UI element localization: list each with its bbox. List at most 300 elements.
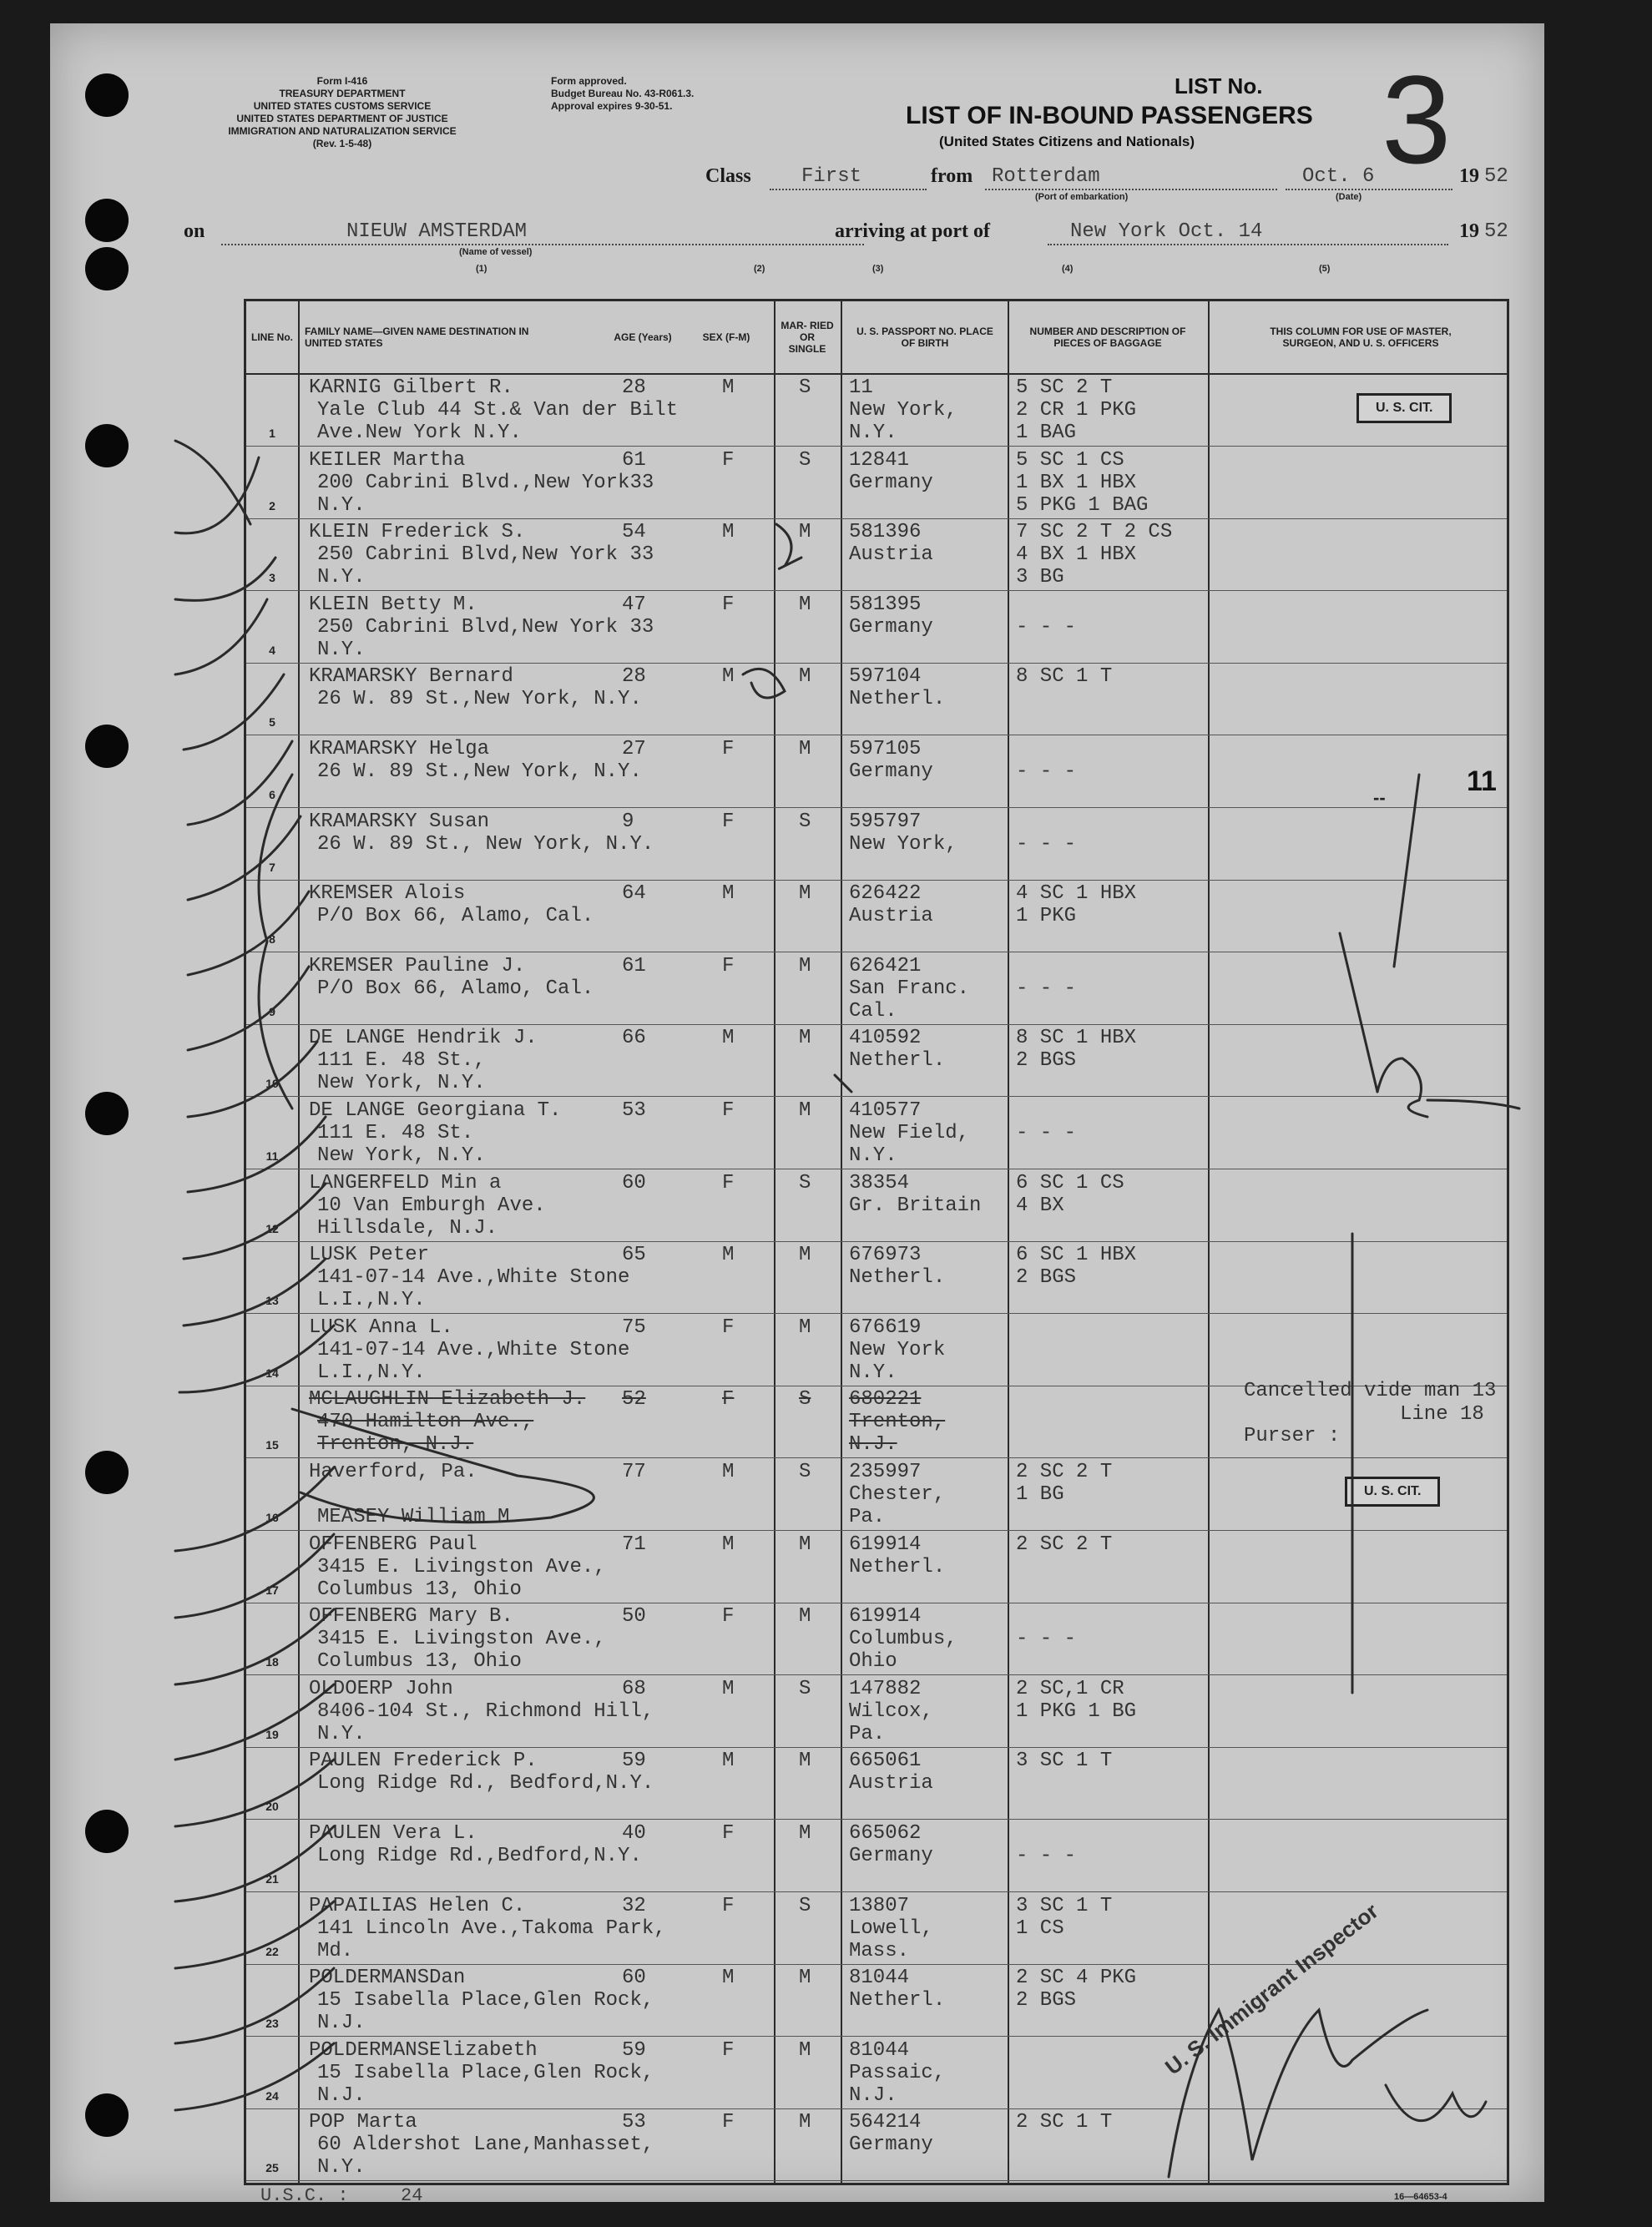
cell-p1: 676619 bbox=[849, 1315, 922, 1339]
col-header-married: MAR- RIED OR SINGLE bbox=[781, 320, 834, 355]
cell-p1: 665062 bbox=[849, 1822, 922, 1845]
list-no-label: LIST No. bbox=[1175, 73, 1263, 98]
cell-p3: Ohio bbox=[849, 1650, 897, 1674]
table-row bbox=[246, 2109, 1507, 2181]
cell-p1: 410577 bbox=[849, 1099, 922, 1122]
cell-a: 66 bbox=[622, 1027, 646, 1050]
cell-s: F bbox=[722, 1171, 735, 1194]
cell-m: M bbox=[799, 954, 811, 977]
cell-n3: New York, N.Y. bbox=[317, 1072, 486, 1095]
cell-n2: 470 Hamilton Ave., bbox=[317, 1411, 534, 1434]
cell-p1: 595797 bbox=[849, 810, 922, 833]
cell-n2: 141-07-14 Ave.,White Stone bbox=[317, 1338, 630, 1361]
dash-mark: -- bbox=[1373, 787, 1386, 808]
cell-n3: Hillsdale, N.J. bbox=[317, 1216, 498, 1240]
cell-p2: Germany bbox=[849, 471, 933, 494]
cell-s: F bbox=[722, 1605, 735, 1629]
cell-b2: 1 CS bbox=[1016, 1916, 1064, 1940]
table-row bbox=[246, 1676, 1507, 1748]
cell-p2: Germany bbox=[849, 760, 933, 783]
cell-a: 47 bbox=[622, 593, 646, 616]
cell-p1: 626422 bbox=[849, 882, 922, 906]
cell-a: 53 bbox=[622, 2111, 646, 2134]
cell-n3: N.J. bbox=[317, 2083, 366, 2107]
cell-n2: 26 W. 89 St., New York, N.Y. bbox=[317, 832, 654, 856]
table-row bbox=[246, 519, 1507, 591]
cell-n2: 250 Cabrini Blvd,New York 33 bbox=[317, 543, 654, 567]
table-row bbox=[246, 1965, 1507, 2037]
table-row bbox=[246, 375, 1507, 447]
cell-p1: 680221 bbox=[849, 1388, 922, 1411]
cell-n3: MEASEY William M bbox=[317, 1506, 510, 1528]
cell-b2: 2 BGS bbox=[1016, 1049, 1077, 1073]
cell-m: M bbox=[799, 1027, 811, 1050]
cell-b2: - - - bbox=[1016, 1845, 1077, 1867]
manifest-page: Form I-416 TREASURY DEPARTMENT UNITED STATES CUSTOMS SERVICE UNITED STATES DEPARTMENT OF JUSTICE IMMIGRATION AND NATURALIZATION SERVICE (Rev. 1-5-48) Form approved. Budget Bureau No. 43-R061.3. Approval expires 9-30-51. LIST OF IN-BOUND PASSENGERS (United States Citizens and Nationals) LIST No. 3 Class First from Rotterdam (Port of embarkation) Oct. 6 (Date) 19 52 on NIEUW AMSTERDAM (Name of vessel) arriving at port of New York Oct. 14 19 52 (1) (2) (3) (4) (5) LINE No. FAMILY NAME—GIVEN NAME DESTINATION IN UNITED STATES AGE (Years) SEX (F-M) MAR- RIED OR SINGLE U. S. PASSPORT NO. PLACE OF BIRTH NUMBER AND DESCRIPTION OF PIECES OF BAGGAGE THIS COLUMN FOR USE OF MASTER, SURGEON, AND U. S. OFFICERS 1 KARNIG Gilbert R. 28 M S Yale Club 44 St.& Van der Bilt Ave.New York N.Y. 11 New York, N.Y. 5 SC 2 T 2 CR 1 PKG 1 BAG 2 KEILER Martha 61 F S 200 Cabrini Blvd.,New York33 N.Y. 12841 Germany 5 SC 1 CS 1 BX 1 HBX 5 PKG 1 BAG 3 KLEIN Frederick S. 54 M M 250 Cabrini Blvd,New York 33 N.Y. 581396 Austria 7 SC 2 T 2 CS 4 BX 1 HBX 3 BG 4 KLEIN Betty M. 47 F M 250 Cabrini Blvd,New York 33 N.Y. 581395 Germany - - - 5 KRAMARSKY Bernard 28 M M 26 W. 89 St.,New York, N.Y. 597104 Netherl. 8 SC 1 T 6 KRAMARSKY Helga 27 F M 26 W. 89 St.,New York, N.Y. 597105 Germany - - - 7 KRAMARSKY Susan 9 F S 26 W. 89 St., New York, N.Y. 595797 New York, - - - 8 KREMSER Alois 64 M M P/O Box 66, Alamo, Cal. 626422 Austria 4 SC 1 HBX 1 PKG 9 KREMSER Pauline J. 61 F M P/O Box 66, Alamo, Cal. 626421 San Franc. Cal. - - - 10 DE LANGE Hendrik J. 66 M M 111 E. 48 St., New York, N.Y. 410592 Netherl. 8 SC 1 HBX 2 BGS 11 DE LANGE Georgiana T. 53 F M 111 E. 48 St. New York, N.Y. 410577 New Field, N.Y. - - - 12 LANGERFELD Min a 60 F S 10 Van Emburgh Ave. Hillsdale, N.J. 38354 Gr. Britain 6 SC 1 CS 4 BX 13 LUSK Peter 65 M M 141-07-14 Ave.,White Stone L.I.,N.Y. 676973 Netherl. 6 SC 1 HBX 2 BGS 14 LUSK Anna L. 75 F M 141-07-14 Ave.,White Stone L.I.,N.Y. 676619 New York N.Y. 15 MCLAUGHLIN Elizabeth J. 52 F S 470 Hamilton Ave., Trenton, N.J. 680221 Trenton, N.J. 16 Haverford, Pa. 77 M S MEASEY William M 235997 Chester, Pa. 2 SC 2 T 1 BG 17 OFFENBERG Paul 71 M M 3415 E. Livingston Ave., Columbus 13, Ohio 619914 Netherl. 2 SC 2 T 18 OFFENBERG Mary B. 50 F M 3415 E. Livingston Ave., Columbus 13, Ohio 619914 Columbus, Ohio - - - 19 OLDOERP John 68 M S 8406-104 St., Richmond Hill, N.Y. 147882 Wilcox, Pa. 2 SC,1 CR 1 PKG 1 BG 20 PAULEN Frederick P. 59 M M Long Ridge Rd., Bedford,N.Y. 665061 Austria 3 SC 1 T 21 PAULEN Vera L. 40 F M Long Ridge Rd.,Bedford,N.Y. 665062 Germany - - - 22 PAPAILIAS Helen C. 32 F S 141 Lincoln Ave.,Takoma Park, Md. 13807 Lowell, Mass. 3 SC 1 T 1 CS 23 POLDERMANSDan 60 M M 15 Isabella Place,Glen Rock, N.J. 81044 Netherl. 2 SC 4 PKG 2 BGS 24 POLDERMANSElizabeth 59 F M 15 Isabella Place,Glen Rock, N.J. 81044 Passaic, N.J. 25 POP Marta 53 F M 60 Aldershot Lane,Manhasset, N.Y. 564214 Germany 2 SC 1 T U. S. CIT. -- 11 Cancelled vide man 13 Line 18 Purser : U. S. CIT. U.S.C. : 24 16—64653-4 U. S. Immigrant Inspector bbox=[50, 23, 1544, 2202]
arriving-port: New York Oct. 14 bbox=[1070, 220, 1263, 243]
col-header-sex: SEX (F-M) bbox=[702, 331, 750, 343]
cell-n1: OLDOERP John bbox=[309, 1677, 453, 1700]
col-header-line-no: LINE No. bbox=[251, 331, 293, 343]
cell-a: 75 bbox=[622, 1315, 646, 1339]
cell-p2: Chester, bbox=[849, 1483, 946, 1506]
cell-s: F bbox=[722, 1099, 735, 1122]
cell-p2: Austria bbox=[849, 905, 933, 928]
usc-label: U.S.C. : bbox=[260, 2185, 349, 2206]
binder-hole bbox=[85, 199, 129, 242]
cell-m: S bbox=[799, 1461, 811, 1483]
col-header-officers: THIS COLUMN FOR USE OF MASTER, SURGEON, AND U. S. OFFICERS bbox=[1270, 326, 1452, 349]
table-row bbox=[246, 1098, 1507, 1169]
binder-hole bbox=[85, 247, 129, 290]
cell-p3: Pa. bbox=[849, 1722, 886, 1745]
cell-a: 71 bbox=[622, 1533, 646, 1556]
cell-b2: - - - bbox=[1016, 977, 1077, 1000]
cell-n2: Long Ridge Rd.,Bedford,N.Y. bbox=[317, 1845, 642, 1867]
cell-m: M bbox=[799, 2038, 811, 2062]
line-number: 23 bbox=[265, 2017, 279, 2031]
binder-hole bbox=[85, 1451, 129, 1494]
cell-s: F bbox=[722, 810, 735, 833]
cell-p1: 13807 bbox=[849, 1894, 910, 1917]
cell-b1: 5 SC 1 CS bbox=[1016, 448, 1124, 472]
cell-n2: 200 Cabrini Blvd.,New York33 bbox=[317, 471, 654, 494]
cell-p2: New York, bbox=[849, 832, 957, 856]
usc-count: 24 bbox=[401, 2185, 423, 2206]
cell-n1: LUSK Peter bbox=[309, 1244, 430, 1267]
cell-n1: KREMSER Pauline J. bbox=[309, 954, 526, 977]
cell-p1: 12841 bbox=[849, 448, 910, 472]
table-row bbox=[246, 881, 1507, 952]
cell-s: M bbox=[722, 882, 735, 906]
cell-n2: 3415 E. Livingston Ave., bbox=[317, 1555, 606, 1578]
table-row bbox=[246, 592, 1507, 664]
cell-p2: New York, bbox=[849, 399, 957, 422]
cell-s: M bbox=[722, 665, 735, 689]
table-row bbox=[246, 736, 1507, 808]
cell-s: F bbox=[722, 1894, 735, 1917]
cell-p2: Germany bbox=[849, 615, 933, 639]
cell-p3: Mass. bbox=[849, 1939, 910, 1962]
cell-n1: PAULEN Frederick P. bbox=[309, 1750, 538, 1773]
dept-ins: IMMIGRATION AND NATURALIZATION SERVICE bbox=[228, 125, 457, 137]
cell-n2: 250 Cabrini Blvd,New York 33 bbox=[317, 615, 654, 639]
cell-b3: 5 PKG 1 BAG bbox=[1016, 493, 1149, 517]
cell-n2: P/O Box 66, Alamo, Cal. bbox=[317, 977, 594, 1000]
cell-p2: Netherl. bbox=[849, 1266, 946, 1290]
cell-p2: Netherl. bbox=[849, 1049, 946, 1073]
cell-b1: 2 SC 1 T bbox=[1016, 2111, 1113, 2134]
cell-p2: Gr. Britain bbox=[849, 1194, 982, 1217]
cell-n2: 8406-104 St., Richmond Hill, bbox=[317, 1699, 654, 1723]
cell-m: S bbox=[799, 1388, 811, 1411]
binder-hole bbox=[85, 1092, 129, 1135]
cell-b2: 1 BG bbox=[1016, 1483, 1064, 1506]
cell-a: 28 bbox=[622, 665, 646, 689]
page-count-mark: 11 bbox=[1467, 765, 1497, 797]
cell-a: 9 bbox=[622, 810, 634, 833]
table-row bbox=[246, 664, 1507, 735]
cell-p2: San Franc. bbox=[849, 977, 970, 1000]
cell-n1: Haverford, Pa. bbox=[309, 1461, 477, 1483]
cell-a: 64 bbox=[622, 882, 646, 906]
cell-s: F bbox=[722, 1315, 735, 1339]
cell-p3: Pa. bbox=[849, 1506, 886, 1528]
cell-m: S bbox=[799, 448, 811, 472]
table-row bbox=[246, 1820, 1507, 1892]
class-label: Class bbox=[705, 165, 751, 187]
cell-p2: Netherl. bbox=[849, 1989, 946, 2012]
cell-s: M bbox=[722, 1533, 735, 1556]
cell-s: M bbox=[722, 1461, 735, 1483]
cell-p1: 619914 bbox=[849, 1605, 922, 1629]
cell-n2: 111 E. 48 St., bbox=[317, 1049, 486, 1073]
cell-n1: MCLAUGHLIN Elizabeth J. bbox=[309, 1388, 586, 1411]
cell-n2: Yale Club 44 St.& Van der Bilt bbox=[317, 399, 679, 422]
cell-b2: - - - bbox=[1016, 760, 1077, 783]
cell-s: M bbox=[722, 376, 735, 399]
cell-s: F bbox=[722, 2111, 735, 2134]
cell-p1: 11 bbox=[849, 376, 873, 399]
cell-n3: Md. bbox=[317, 1939, 354, 1962]
passenger-table bbox=[244, 299, 1509, 2185]
cell-b2: 2 CR 1 PKG bbox=[1016, 399, 1137, 422]
cell-m: M bbox=[799, 1533, 811, 1556]
cell-b1: 2 SC 4 PKG bbox=[1016, 1967, 1137, 1990]
cell-b1: 7 SC 2 T 2 CS bbox=[1016, 521, 1173, 544]
cell-p1: 81044 bbox=[849, 1967, 910, 1990]
table-row bbox=[246, 447, 1507, 519]
cell-b2: 4 BX 1 HBX bbox=[1016, 543, 1137, 567]
cell-p3: N.J. bbox=[849, 2083, 897, 2107]
line-number: 16 bbox=[265, 1511, 279, 1524]
binder-hole bbox=[85, 424, 129, 467]
cell-n1: PAULEN Vera L. bbox=[309, 1822, 477, 1845]
line-number: 22 bbox=[265, 1944, 279, 1958]
page-subtitle: (United States Citizens and Nationals) bbox=[939, 134, 1195, 149]
line-number: 15 bbox=[265, 1438, 279, 1452]
cell-a: 68 bbox=[622, 1677, 646, 1700]
cell-s: M bbox=[722, 1750, 735, 1773]
cell-b3: 1 BAG bbox=[1016, 422, 1077, 444]
line-number: 1 bbox=[269, 427, 275, 440]
cell-n1: OFFENBERG Mary B. bbox=[309, 1605, 513, 1629]
cell-p2: Columbus, bbox=[849, 1628, 957, 1651]
line-number: 12 bbox=[265, 1221, 279, 1235]
cell-n2: 15 Isabella Place,Glen Rock, bbox=[317, 1989, 654, 2012]
cell-n2: 141-07-14 Ave.,White Stone bbox=[317, 1266, 630, 1290]
cell-n1: OFFENBERG Paul bbox=[309, 1533, 477, 1556]
line-number: 11 bbox=[265, 1149, 279, 1163]
line-number: 9 bbox=[269, 1004, 275, 1018]
cell-n2: 111 E. 48 St. bbox=[317, 1122, 474, 1144]
year-value: 52 bbox=[1484, 165, 1508, 188]
cell-a: 32 bbox=[622, 1894, 646, 1917]
cell-n2: 26 W. 89 St.,New York, N.Y. bbox=[317, 688, 642, 711]
cell-n3: N.J. bbox=[317, 2012, 366, 2035]
cell-p1: 147882 bbox=[849, 1677, 922, 1700]
cell-m: M bbox=[799, 738, 811, 760]
line-number: 21 bbox=[265, 1872, 279, 1886]
list-number: 3 bbox=[1382, 49, 1452, 189]
cell-b2: - - - bbox=[1016, 615, 1077, 639]
cell-p2: Wilcox, bbox=[849, 1699, 933, 1723]
cell-n1: KRAMARSKY Susan bbox=[309, 810, 490, 833]
cancelled-line-note: Line 18 bbox=[1400, 1403, 1484, 1426]
cell-n3: N.Y. bbox=[317, 1722, 366, 1745]
cell-n1: KRAMARSKY Bernard bbox=[309, 665, 513, 689]
cell-n1: KLEIN Frederick S. bbox=[309, 521, 526, 544]
cell-s: F bbox=[722, 1388, 735, 1411]
line-number: 13 bbox=[265, 1294, 279, 1308]
cell-a: 50 bbox=[622, 1605, 646, 1629]
page-title: LIST OF IN-BOUND PASSENGERS bbox=[906, 102, 1313, 129]
cell-n2: 60 Aldershot Lane,Manhasset, bbox=[317, 2134, 654, 2157]
cell-b3: 3 BG bbox=[1016, 566, 1064, 589]
cell-n1: LANGERFELD Min a bbox=[309, 1171, 502, 1194]
cell-m: M bbox=[799, 882, 811, 906]
cell-p3: N.Y. bbox=[849, 422, 897, 444]
table-row bbox=[246, 953, 1507, 1025]
table-row bbox=[246, 809, 1507, 881]
us-citizen-stamp: U. S. CIT. bbox=[1345, 1477, 1440, 1507]
cell-n1: KLEIN Betty M. bbox=[309, 593, 477, 616]
cell-m: M bbox=[799, 1315, 811, 1339]
cell-p2: Passaic, bbox=[849, 2061, 946, 2084]
cell-p1: 38354 bbox=[849, 1171, 910, 1194]
cell-m: M bbox=[799, 1967, 811, 1990]
line-number: 25 bbox=[265, 2161, 279, 2175]
table-row bbox=[246, 1603, 1507, 1675]
vessel-name: NIEUW AMSTERDAM bbox=[346, 220, 528, 243]
binder-hole bbox=[85, 1810, 129, 1853]
cell-a: 60 bbox=[622, 1171, 646, 1194]
table-row bbox=[246, 1170, 1507, 1242]
cell-n1: POLDERMANSElizabeth bbox=[309, 2038, 538, 2062]
table-row bbox=[246, 1025, 1507, 1097]
cell-m: M bbox=[799, 2111, 811, 2134]
cell-n1: KRAMARSKY Helga bbox=[309, 738, 490, 760]
cell-n1: LUSK Anna L. bbox=[309, 1315, 453, 1339]
cell-m: S bbox=[799, 1894, 811, 1917]
from-label: from bbox=[931, 165, 973, 187]
cell-s: F bbox=[722, 448, 735, 472]
cell-b2: - - - bbox=[1016, 832, 1077, 856]
line-number: 17 bbox=[265, 1583, 279, 1597]
binder-hole bbox=[85, 2093, 129, 2137]
cell-m: M bbox=[799, 1822, 811, 1845]
cell-a: 54 bbox=[622, 521, 646, 544]
cell-n3: New York, N.Y. bbox=[317, 1144, 486, 1167]
cell-a: 61 bbox=[622, 448, 646, 472]
line-number: 3 bbox=[269, 571, 275, 585]
table-row bbox=[246, 1315, 1507, 1386]
cell-b2: 4 BX bbox=[1016, 1194, 1064, 1217]
cell-p1: 581396 bbox=[849, 521, 922, 544]
line-number: 14 bbox=[265, 1366, 279, 1380]
print-code: 16—64653-4 bbox=[1394, 2192, 1447, 2202]
cell-b2: - - - bbox=[1016, 1122, 1077, 1144]
cell-b2: 2 BGS bbox=[1016, 1266, 1077, 1290]
cell-n1: KREMSER Alois bbox=[309, 882, 466, 906]
cell-p2: Netherl. bbox=[849, 688, 946, 711]
col-header-baggage: NUMBER AND DESCRIPTION OF PIECES OF BAGGAGE bbox=[1029, 326, 1186, 349]
class-value: First bbox=[801, 165, 862, 188]
us-citizen-stamp: U. S. CIT. bbox=[1356, 393, 1452, 423]
cell-m: S bbox=[799, 376, 811, 399]
cell-n2: P/O Box 66, Alamo, Cal. bbox=[317, 905, 594, 928]
line-number: 2 bbox=[269, 498, 275, 513]
table-row bbox=[246, 1242, 1507, 1314]
table-row bbox=[246, 1532, 1507, 1603]
cell-b1: 4 SC 1 HBX bbox=[1016, 882, 1137, 906]
cell-n3: Columbus 13, Ohio bbox=[317, 1578, 522, 1601]
cell-a: 52 bbox=[622, 1388, 646, 1411]
cell-s: M bbox=[722, 521, 735, 544]
cell-b1: 3 SC 1 T bbox=[1016, 1750, 1113, 1773]
cell-p2: Austria bbox=[849, 543, 933, 567]
cell-m: M bbox=[799, 1244, 811, 1267]
cell-n3: Ave.New York N.Y. bbox=[317, 422, 522, 444]
cell-a: 65 bbox=[622, 1244, 646, 1267]
cell-a: 60 bbox=[622, 1967, 646, 1990]
line-number: 4 bbox=[269, 643, 275, 657]
cell-s: F bbox=[722, 593, 735, 616]
cell-p2: Austria bbox=[849, 1772, 933, 1795]
cell-p1: 597105 bbox=[849, 738, 922, 760]
cell-p2: New York bbox=[849, 1338, 946, 1361]
date-value: Oct. 6 bbox=[1302, 165, 1375, 188]
cell-a: 53 bbox=[622, 1099, 646, 1122]
cell-b2: 1 BX 1 HBX bbox=[1016, 471, 1137, 494]
table-row bbox=[246, 1459, 1507, 1531]
table-row bbox=[246, 2038, 1507, 2109]
line-number: 18 bbox=[265, 1655, 279, 1669]
cell-p2: Germany bbox=[849, 1845, 933, 1867]
approval-block: Form approved. Budget Bureau No. 43-R061.3. Approval expires 9-30-51. bbox=[551, 75, 695, 112]
cell-s: M bbox=[722, 1967, 735, 1990]
line-number: 7 bbox=[269, 860, 275, 874]
cell-s: M bbox=[722, 1027, 735, 1050]
cell-m: S bbox=[799, 810, 811, 833]
line-number: 10 bbox=[265, 1077, 279, 1091]
cell-n1: PAPAILIAS Helen C. bbox=[309, 1894, 526, 1917]
cell-p3: Cal. bbox=[849, 999, 897, 1023]
cell-p1: 81044 bbox=[849, 2038, 910, 2062]
cell-b1: 2 SC 2 T bbox=[1016, 1533, 1113, 1556]
cell-m: M bbox=[799, 521, 811, 544]
cell-m: M bbox=[799, 1605, 811, 1629]
cell-b2: - - - bbox=[1016, 1628, 1077, 1651]
from-value: Rotterdam bbox=[992, 165, 1100, 188]
line-number: 8 bbox=[269, 932, 275, 947]
cell-n1: DE LANGE Hendrik J. bbox=[309, 1027, 538, 1050]
cell-a: 27 bbox=[622, 738, 646, 760]
cell-n2: Long Ridge Rd., Bedford,N.Y. bbox=[317, 1772, 654, 1795]
cell-n3: N.Y. bbox=[317, 493, 366, 517]
cell-p2: Netherl. bbox=[849, 1555, 946, 1578]
cell-b1: 2 SC,1 CR bbox=[1016, 1677, 1124, 1700]
arriving-label: arriving at port of bbox=[835, 220, 990, 242]
cell-m: M bbox=[799, 593, 811, 616]
col-header-passport: U. S. PASSPORT NO. PLACE OF BIRTH bbox=[856, 326, 993, 349]
cell-b2: 1 PKG bbox=[1016, 905, 1077, 928]
dept-justice: UNITED STATES DEPARTMENT OF JUSTICE bbox=[236, 113, 448, 124]
cell-p2: Lowell, bbox=[849, 1916, 933, 1940]
cell-n3: L.I.,N.Y. bbox=[317, 1361, 426, 1384]
cell-s: F bbox=[722, 738, 735, 760]
form-agency-block bbox=[175, 75, 509, 150]
cell-p1: 626421 bbox=[849, 954, 922, 977]
cell-n3: Trenton, N.J. bbox=[317, 1433, 474, 1457]
cell-m: M bbox=[799, 1750, 811, 1773]
binder-hole bbox=[85, 73, 129, 117]
cell-n3: Columbus 13, Ohio bbox=[317, 1650, 522, 1674]
cell-n3: N.Y. bbox=[317, 2156, 366, 2179]
cell-n3: N.Y. bbox=[317, 566, 366, 589]
cell-a: 40 bbox=[622, 1822, 646, 1845]
cancelled-note: Cancelled vide man 13 bbox=[1244, 1380, 1497, 1402]
cell-a: 61 bbox=[622, 954, 646, 977]
cell-n3: N.Y. bbox=[317, 638, 366, 661]
cell-m: S bbox=[799, 1677, 811, 1700]
cell-p1: 581395 bbox=[849, 593, 922, 616]
inspector-stamp: U. S. Immigrant Inspector bbox=[1160, 1898, 1383, 2080]
cell-s: F bbox=[722, 2038, 735, 2062]
cell-b1: 2 SC 2 T bbox=[1016, 1461, 1113, 1483]
dept-customs: UNITED STATES CUSTOMS SERVICE bbox=[253, 100, 432, 112]
year-prefix: 19 bbox=[1459, 165, 1479, 187]
cell-n2: 26 W. 89 St.,New York, N.Y. bbox=[317, 760, 642, 783]
cell-n1: KEILER Martha bbox=[309, 448, 466, 472]
form-id: Form I-416 bbox=[316, 75, 368, 87]
line-number: 5 bbox=[269, 715, 275, 730]
cell-b1: 6 SC 1 CS bbox=[1016, 1171, 1124, 1194]
cell-p3: N.Y. bbox=[849, 1361, 897, 1384]
cell-n2: 3415 E. Livingston Ave., bbox=[317, 1628, 606, 1651]
cell-s: F bbox=[722, 1822, 735, 1845]
cell-p1: 410592 bbox=[849, 1027, 922, 1050]
cell-n1: KARNIG Gilbert R. bbox=[309, 376, 513, 399]
cell-a: 59 bbox=[622, 2038, 646, 2062]
col-header-age: AGE (Years) bbox=[614, 331, 672, 343]
cell-s: M bbox=[722, 1677, 735, 1700]
cell-s: M bbox=[722, 1244, 735, 1267]
cell-b1: 8 SC 1 T bbox=[1016, 665, 1113, 689]
binder-hole bbox=[85, 725, 129, 768]
cell-m: M bbox=[799, 1099, 811, 1122]
line-number: 20 bbox=[265, 1800, 279, 1814]
